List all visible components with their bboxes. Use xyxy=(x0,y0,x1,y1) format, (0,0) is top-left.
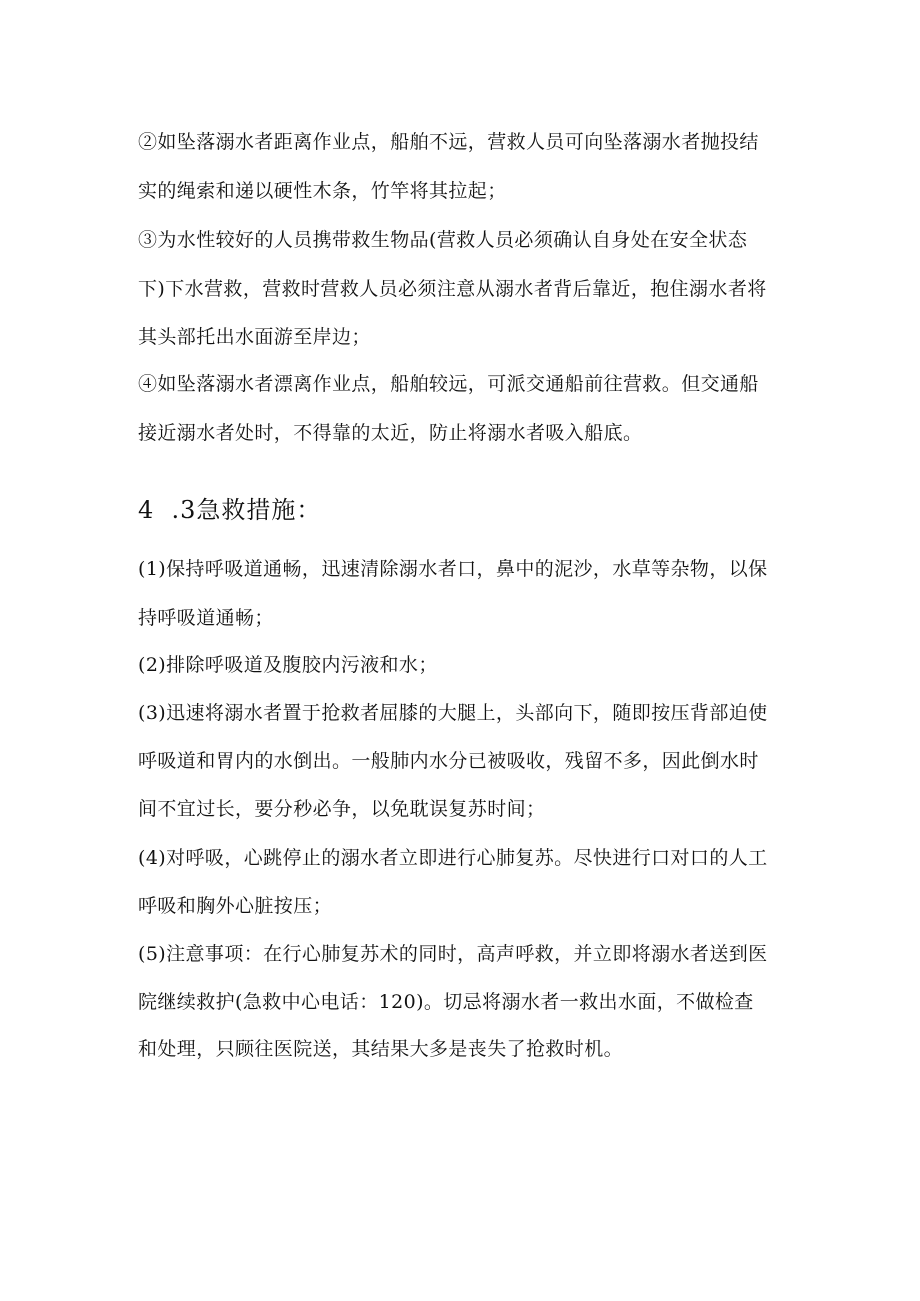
paragraph-2-line-2: 实的绳索和递以硬性木条，竹竿将其拉起； xyxy=(138,180,507,202)
measure-3-line-2: 呼吸道和胃内的水倒出。一般肺内水分已被吸收，残留不多，因此倒水时 xyxy=(138,750,759,772)
measure-5-line-3: 和处理，只顾往医院送，其结果大多是丧失了抢救时机。 xyxy=(138,1038,624,1060)
measure-3-line-1: (3)迅速将溺水者置于抢救者屈膝的大腿上，头部向下，随即按压背部迫使 xyxy=(138,702,768,724)
paragraph-2-line-1: ②如坠落溺水者距离作业点，船舶不远，营救人员可向坠落溺水者抛投结 xyxy=(138,131,759,153)
paragraph-3-line-3: 其头部托出水面游至岸边； xyxy=(138,326,371,348)
measure-1-line-2: 持呼吸道通畅； xyxy=(138,607,274,629)
paragraph-4-line-1: ④如坠落溺水者漂离作业点，船舶较远，可派交通船前往营救。但交通船 xyxy=(138,373,759,395)
measure-4-line-1: (4)对呼吸，心跳停止的溺水者立即进行心肺复苏。尽快进行口对口的人工 xyxy=(138,847,768,869)
paragraph-3-line-1: ③为水性较好的人员携带救生物品(营救人员必须确认自身处在安全状态 xyxy=(138,229,748,251)
measure-5-line-2: 院继续救护(急救中心电话：120)。切忌将溺水者一救出水面，不做检查 xyxy=(138,991,754,1013)
measure-1-line-1: (1)保持呼吸道通畅，迅速清除溺水者口，鼻中的泥沙，水草等杂物，以保 xyxy=(138,558,768,580)
paragraph-3-line-2: 下)下水营救，营救时营救人员必须注意从溺水者背后靠近，抱住溺水者将 xyxy=(138,278,767,300)
measure-4-line-2: 呼吸和胸外心脏按压； xyxy=(138,895,333,917)
section-heading: 4 .3急救措施： xyxy=(138,496,322,524)
measure-5-line-1: (5)注意事项：在行心肺复苏术的同时，高声呼救，并立即将溺水者送到医 xyxy=(138,943,768,965)
measure-2-line-1: (2)排除呼吸道及腹胶内污液和水； xyxy=(138,654,438,676)
paragraph-4-line-2: 接近溺水者处时，不得靠的太近，防止将溺水者吸入船底。 xyxy=(138,422,643,444)
measure-3-line-3: 间不宜过长，要分秒必争，以免耽误复苏时间； xyxy=(138,798,546,820)
